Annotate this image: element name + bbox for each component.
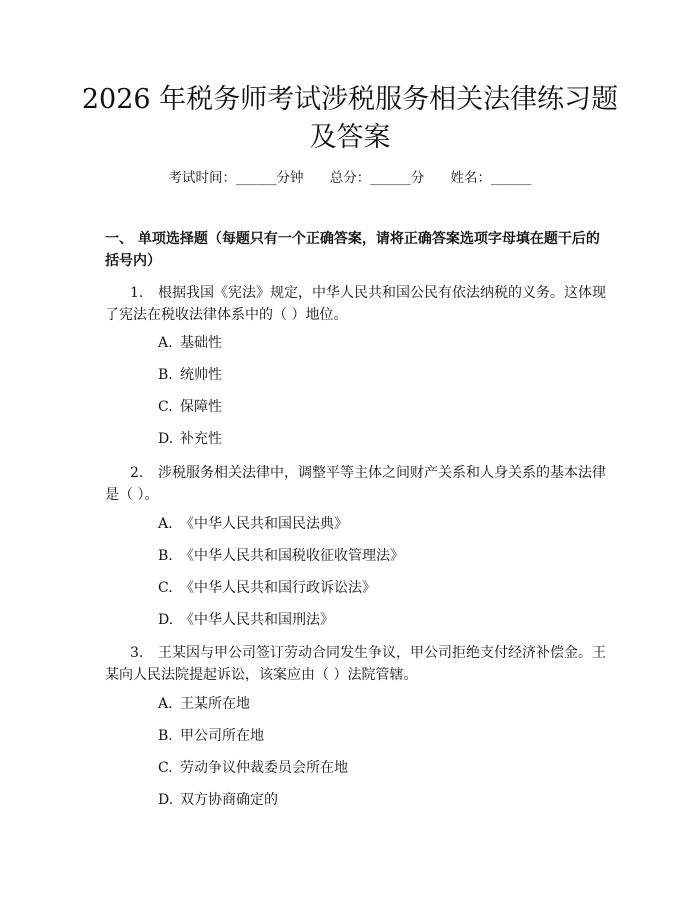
option-letter: D.: [158, 612, 174, 628]
option-text: 王某所在地: [180, 696, 250, 712]
exam-score-label: 总分：______分: [329, 170, 425, 186]
option-text: 双方协商确定的: [180, 792, 278, 808]
exam-info: [0, 168, 700, 188]
option-letter: A.: [158, 335, 173, 351]
option-text: 基础性: [180, 335, 222, 351]
option-letter: A.: [158, 696, 173, 712]
option-letter: B.: [158, 728, 173, 744]
option-letter: D.: [158, 431, 174, 447]
question-3-option-b: [158, 725, 264, 747]
option-text: 《中华人民共和国民法典》: [180, 516, 348, 532]
exam-name-label: 姓名：______: [450, 170, 532, 186]
option-text: 劳动争议仲裁委员会所在地: [180, 760, 348, 776]
question-2-text-1: 涉税服务相关法律中，调整平等主体之间财产关系和人身关系的基本法律: [158, 465, 606, 481]
option-letter: C.: [158, 580, 173, 596]
question-3-option-d: [158, 789, 278, 811]
option-text: 《中华人民共和国行政诉讼法》: [180, 580, 376, 596]
question-1-line-2: 了宪法在税收法律体系中的（ ）地位。: [105, 307, 348, 323]
question-3-option-a: [158, 693, 250, 715]
question-3-number: 3.: [130, 645, 144, 661]
question-1-option-b: [158, 364, 222, 386]
question-3-option-c: [158, 757, 348, 779]
section-heading-line-2: 括号内）: [105, 253, 161, 269]
option-letter: C.: [158, 760, 173, 776]
question-1-number: 1.: [130, 285, 144, 301]
option-letter: A.: [158, 516, 173, 532]
option-text: 统帅性: [180, 367, 222, 383]
question-2-option-d: [158, 609, 334, 631]
question-2-option-b: [158, 545, 404, 567]
question-3-line-2: 某向人民法院提起诉讼，该案应由（ ）法院管辖。: [105, 667, 418, 683]
question-3-text-1: 王某因与甲公司签订劳动合同发生争议，甲公司拒绝支付经济补偿金。王: [158, 645, 606, 661]
question-1-line-1: [130, 282, 605, 304]
question-2-line-1: [130, 462, 605, 484]
question-2-option-a: [158, 513, 348, 535]
question-1-option-d: [158, 428, 222, 450]
question-3-line-1: [130, 642, 605, 664]
document-title-line-2: 及答案: [309, 122, 391, 153]
question-1-option-a: [158, 332, 222, 354]
option-text: 保障性: [180, 399, 222, 415]
option-text: 《中华人民共和国刑法》: [180, 612, 334, 628]
question-1-text-1: 根据我国《宪法》规定，中华人民共和国公民有依法纳税的义务。这体现: [158, 285, 606, 301]
question-2-line-2: 是（ ）。: [105, 487, 159, 503]
option-text: 《中华人民共和国税收征收管理法》: [180, 548, 404, 564]
section-heading-line-1: 一、 单项选择题（每题只有一个正确答案，请将正确答案选项字母填在题干后的: [105, 231, 600, 247]
option-letter: C.: [158, 399, 173, 415]
option-letter: B.: [158, 548, 173, 564]
option-letter: D.: [158, 792, 174, 808]
question-1-option-c: [158, 396, 222, 418]
question-2-option-c: [158, 577, 376, 599]
option-letter: B.: [158, 367, 173, 383]
exam-time-label: 考试时间：______分钟: [168, 170, 304, 186]
question-2-number: 2.: [130, 465, 144, 481]
option-text: 补充性: [180, 431, 222, 447]
option-text: 甲公司所在地: [180, 728, 264, 744]
document-title-line-1: 2026 年税务师考试涉税服务相关法律练习题: [81, 84, 619, 115]
